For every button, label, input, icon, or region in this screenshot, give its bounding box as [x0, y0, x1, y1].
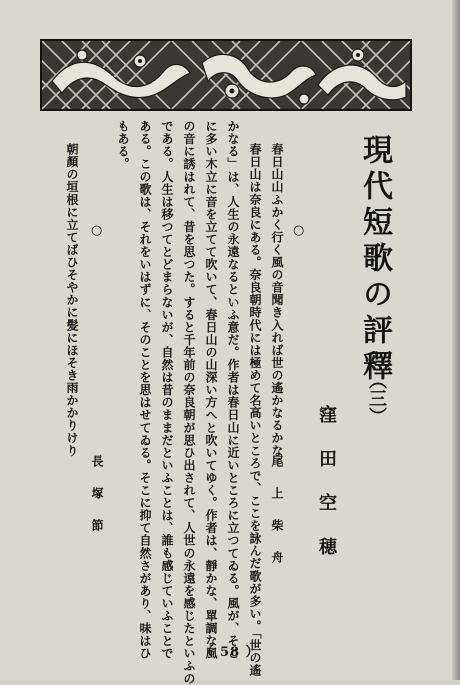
commentary-line-6: ある。この歌は、それをいはずに、そのことを思はせてゐる。そこに抑て自然さがあり、味はひ: [138, 120, 152, 660]
article-author: 窪田空穂: [316, 405, 337, 581]
poem-1: 春日山山ふかく行く風の音聞き入れば世の遙かなるかな: [270, 143, 284, 457]
commentary-line-3: に多い木立に音を立てて吹いて、春日山の山深い方へと吹いてゆく。作者は、靜かな、單調な風: [204, 120, 218, 660]
decorative-header-banner: [40, 39, 412, 111]
article-part-number: （三）: [366, 371, 387, 425]
poet-1: 尾上柴舟: [270, 455, 284, 583]
commentary-line-5: である。人生は移つてとどまらないが、自然は昔のままだといふことは、誰も感じていふことで: [160, 120, 174, 660]
section-marker-2: ○: [91, 223, 103, 238]
commentary-line-2: かなる」は、人生の永遠なるといふ意だ。作者は春日山に近いところに立つてゐる。風が、そこ: [226, 120, 240, 660]
commentary-line-4: の音に誘はれて、昔を思つた。すると千年前の奈良朝が思ひ出されて、人世の永遠を感じたといふの: [182, 120, 196, 685]
poet-2: 長塚節: [90, 455, 104, 551]
page-number: （ 58 ）: [200, 645, 260, 660]
ornamental-pattern: [42, 41, 410, 109]
poem-2: 朝顏の垣根に立てばひそやかに髪にほそき雨かかりけり: [65, 143, 79, 457]
section-marker-1: ○: [293, 223, 305, 238]
commentary-line-1: 春日山は奈良にある。奈良朝時代には極めて名高いところで、ここを詠んだ歌が多い。「世の遙: [248, 143, 262, 677]
commentary-line-7: もある。: [116, 120, 130, 171]
article-title: 現代短歌の評釋: [357, 134, 392, 386]
page-edge-shadow: [452, 0, 460, 680]
